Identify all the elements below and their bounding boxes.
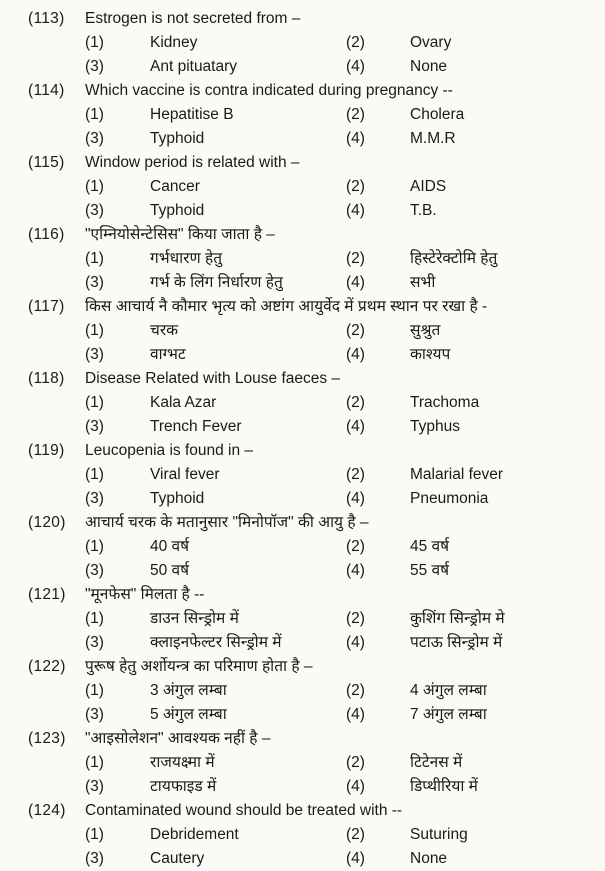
question-block [28,295,599,367]
option-number: (2) [346,178,365,195]
option-number: (2) [346,754,365,771]
option-number: (3) [85,778,104,795]
option-number: (2) [346,610,365,627]
option-number: (2) [346,826,365,843]
option-label: None [410,850,448,867]
option-label: वाग्भट [150,346,186,363]
option-number: (3) [85,346,104,363]
option-number: (1) [85,34,104,51]
option-number: (2) [346,682,365,699]
option-label: 4 अंगुल लम्बा [410,682,487,699]
option-label: Ovary [410,34,452,51]
option-label: Typhoid [150,490,205,507]
option-number: (1) [85,394,104,411]
option-label: AIDS [410,178,447,195]
option-label: Malarial fever [410,466,504,483]
option-number: (1) [85,178,104,195]
option-label: राजयक्ष्मा में [150,754,215,771]
question-block [28,583,599,655]
option-number: (3) [85,418,104,435]
option-number: (4) [346,634,365,651]
question-text: Which vaccine is contra indicated during pregnancy -- [85,82,453,99]
option-number: (2) [346,394,365,411]
option-number: (3) [85,706,104,723]
question-block [28,79,599,151]
option-number: (3) [85,202,104,219]
question-block [28,151,599,223]
option-label: Viral fever [150,466,220,483]
option-number: (1) [85,826,104,843]
option-label: Typhus [410,418,460,435]
question-text: किस आचार्य नै कौमार भृत्य को अष्टांग आयुर्वेद में प्रथम स्थान पर रखा है - [85,298,488,315]
question-text: "एम्नियोसेन्टेसिस" किया जाता है – [85,226,275,243]
option-number: (1) [85,250,104,267]
question-number: (123) [28,730,66,747]
option-number: (3) [85,490,104,507]
question-number: (120) [28,514,66,531]
question-number: (115) [28,154,65,171]
option-label: Debridement [150,826,239,843]
option-number: (3) [85,634,104,651]
option-number: (2) [346,538,365,555]
option-number: (2) [346,34,365,51]
option-label: गर्भ के लिंग निर्धारण हेतु [150,274,283,291]
option-number: (3) [85,562,104,579]
question-number: (121) [28,586,66,603]
option-number: (1) [85,322,104,339]
question-block [28,655,599,727]
option-label: कुशिंग सिन्ड्रोम मे [410,610,505,627]
option-label: Typhoid [150,202,205,219]
question-number: (124) [28,802,66,819]
option-label: Cholera [410,106,465,123]
question-text: Contaminated wound should be treated with -- [85,802,403,819]
option-label: Suturing [410,826,468,843]
option-label: 7 अंगुल लम्बा [410,706,487,723]
option-label: क्लाइनफेल्टर सिन्ड्रोम में [150,634,282,651]
option-number: (3) [85,274,104,291]
option-label: 45 वर्ष [410,538,450,555]
option-number: (4) [346,778,365,795]
option-number: (1) [85,682,104,699]
option-label: Ant pituatary [150,58,238,75]
question-block [28,511,599,583]
option-label: सभी [410,274,436,291]
option-number: (1) [85,538,104,555]
question-number: (122) [28,658,66,675]
option-number: (4) [346,562,365,579]
option-number: (4) [346,490,365,507]
option-number: (3) [85,130,104,147]
option-label: टायफाइड में [150,778,217,795]
option-number: (1) [85,106,104,123]
option-label: गर्भधारण हेतु [150,250,223,267]
option-number: (1) [85,610,104,627]
option-label: काश्यप [410,346,451,363]
question-block [28,223,599,295]
option-number: (4) [346,130,365,147]
question-number: (114) [28,82,65,99]
option-label: हिस्टेरेक्टोमि हेतु [410,250,498,267]
option-number: (1) [85,466,104,483]
option-label: Typhoid [150,130,205,147]
option-label: Hepatitise B [150,106,234,123]
question-text: पुरूष हेतु अर्शोयन्त्र का परिमाण होता है – [85,658,313,675]
option-number: (4) [346,274,365,291]
option-label: None [410,58,448,75]
option-label: 3 अंगुल लम्बा [150,682,227,699]
question-text: Disease Related with Louse faeces – [85,370,341,387]
option-number: (3) [85,850,104,867]
question-number: (119) [28,442,65,459]
option-label: 5 अंगुल लम्बा [150,706,227,723]
option-label: Pneumonia [410,490,489,507]
option-label: 50 वर्ष [150,562,190,579]
question-text: "मूनफेस" मिलता है -- [85,586,205,603]
option-number: (2) [346,106,365,123]
question-text: Estrogen is not secreted from – [85,10,301,27]
option-label: M.M.R [410,130,456,147]
question-block [28,439,599,511]
option-label: T.B. [410,202,437,219]
option-number: (2) [346,250,365,267]
option-number: (4) [346,58,365,75]
option-label: टिटेनस में [410,754,463,771]
option-number: (3) [85,58,104,75]
question-block [28,367,599,439]
option-number: (2) [346,322,365,339]
option-label: 40 वर्ष [150,538,190,555]
option-label: Cancer [150,178,200,195]
question-number: (113) [28,10,65,27]
option-number: (4) [346,202,365,219]
option-label: Trench Fever [150,418,242,435]
question-number: (116) [28,226,65,243]
question-text: Window period is related with – [85,154,300,171]
question-text: आचार्य चरक के मतानुसार "मिनोपॉज" की आयु है – [85,514,369,531]
option-number: (4) [346,346,365,363]
option-label: 55 वर्ष [410,562,450,579]
option-label: पटाऊ सिन्ड्रोम में [410,634,503,651]
option-label: चरक [150,322,179,339]
question-block [28,7,599,79]
question-number: (117) [28,298,65,315]
question-text: "आइसोलेशन" आवश्यक नहीं है – [85,730,271,747]
question-number: (118) [28,370,65,387]
option-number: (4) [346,418,365,435]
option-number: (1) [85,754,104,771]
option-label: Trachoma [410,394,480,411]
option-label: Kala Azar [150,394,217,411]
option-label: Kidney [150,34,198,51]
question-block [28,799,599,871]
question-text: Leucopenia is found in – [85,442,254,459]
option-number: (4) [346,850,365,867]
option-label: Cautery [150,850,205,867]
option-label: डाउन सिन्ड्रोम में [150,610,239,627]
question-block [28,727,599,799]
option-label: सुश्रुत [410,322,441,339]
option-number: (4) [346,706,365,723]
option-label: डिप्थीरिया में [410,778,478,795]
option-number: (2) [346,466,365,483]
